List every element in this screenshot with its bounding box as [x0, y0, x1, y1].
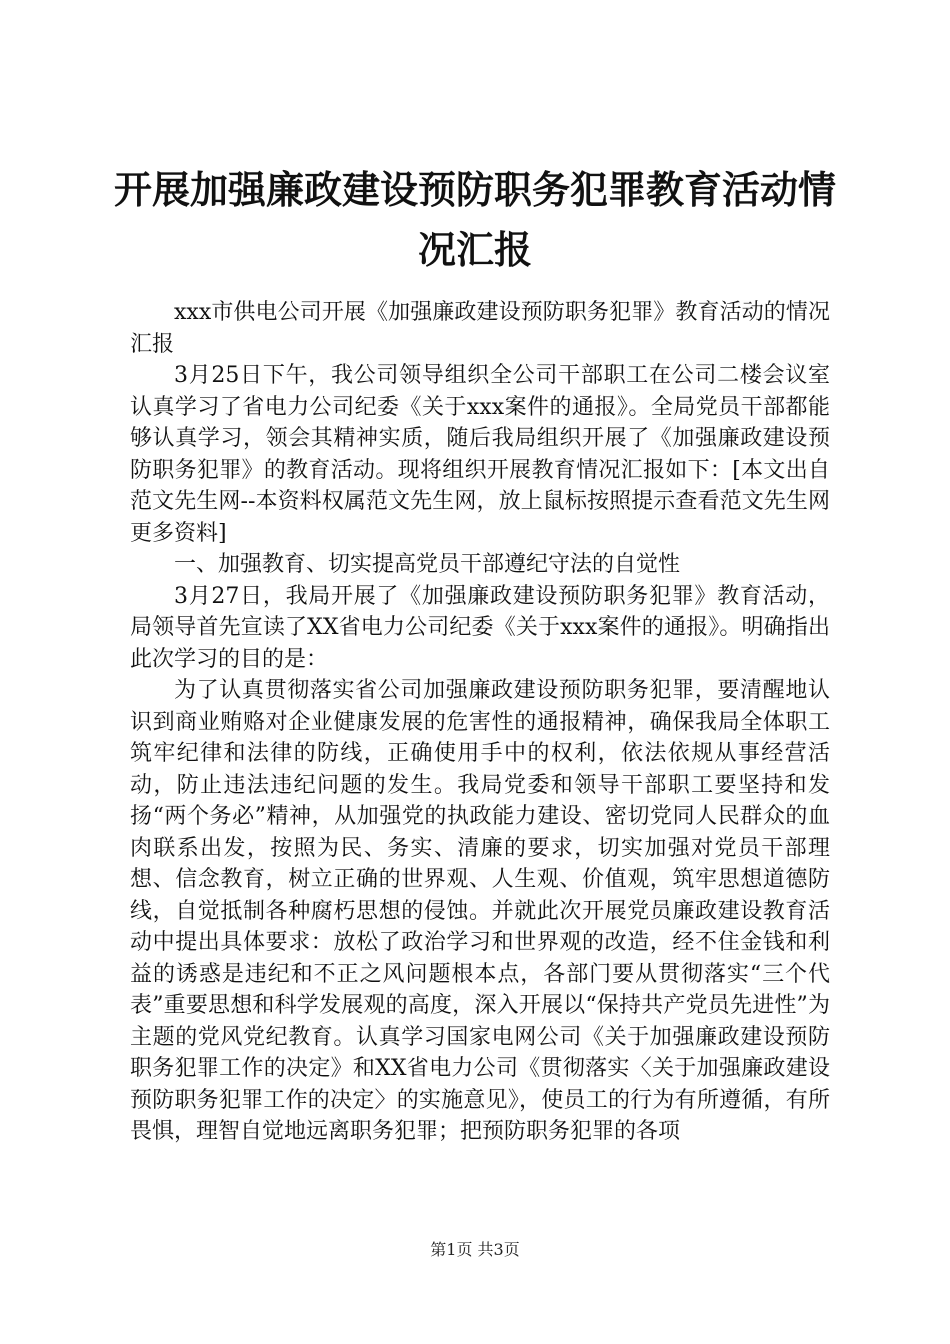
document-title: 开展加强廉政建设预防职务犯罪教育活动情况汇报	[113, 167, 836, 272]
page-footer: 第1页 共3页	[430, 1240, 520, 1259]
paragraph-activity: 3月27日，我局开展了《加强廉政建设预防职务犯罪》教育活动，局领导首先宣读了XX省电力公司纪委《关于xxx案件的通报》。明确指出此次学习的目的是：	[130, 583, 830, 672]
paragraph-intro: xxx市供电公司开展《加强廉政建设预防职务犯罪》教育活动的情况汇报	[130, 300, 830, 357]
paragraph-meeting: 3月25日下午，我公司领导组织全公司干部职工在公司二楼会议室认真学习了省电力公司纪委《关于xxx案件的通报》。全局党员干部都能够认真学习，领会其精神实质，随后我局组织开展了《加强廉政建设预防职务犯罪》的教育活动。现将组织开展教育情况汇报如下：[本文出自范文先生网--本资料权属范文先生网，放上鼠标按照提示查看范文先生网更多资料]	[130, 363, 830, 546]
paragraph-purpose: 为了认真贯彻落实省公司加强廉政建设预防职务犯罪，要清醒地认识到商业贿赂对企业健康发展的危害性的通报精神，确保我局全体职工筑牢纪律和法律的防线，正确使用手中的权利，依法依规从事经营活动，防止违法违纪问题的发生。我局党委和领导干部职工要坚持和发扬“两个务必”精神，从加强党的执政能力建设、密切党同人民群众的血肉联系出发，按照为民、务实、清廉的要求，切实加强对党员干部理想、信念教育，树立正确的世界观、人生观、价值观，筑牢思想道德防线，自觉抵制各种腐朽思想的侵蚀。并就此次开展党员廉政建设教育活动中提出具体要求：放松了政治学习和世界观的改造，经不住金钱和利益的诱惑是违纪和不正之风问题根本点，各部门要从贯彻落实“三个代表”重要思想和科学发展观的高度，深入开展以“保持共产党员先进性”为主题的党风党纪教育。认真学习国家电网公司《关于加强廉政建设预防职务犯罪工作的决定》和XX省电力公司《贯彻落实〈关于加强廉政建设预防职务犯罪工作的决定〉的实施意见》，使员工的行为有所遵循，有所畏惧，理智自觉地远离职务犯罪；把预防职务犯罪的各项	[130, 678, 830, 1144]
section-heading-1: 一、加强教育、切实提高党员干部遵纪守法的自觉性	[174, 552, 681, 577]
document-body	[130, 297, 830, 1148]
